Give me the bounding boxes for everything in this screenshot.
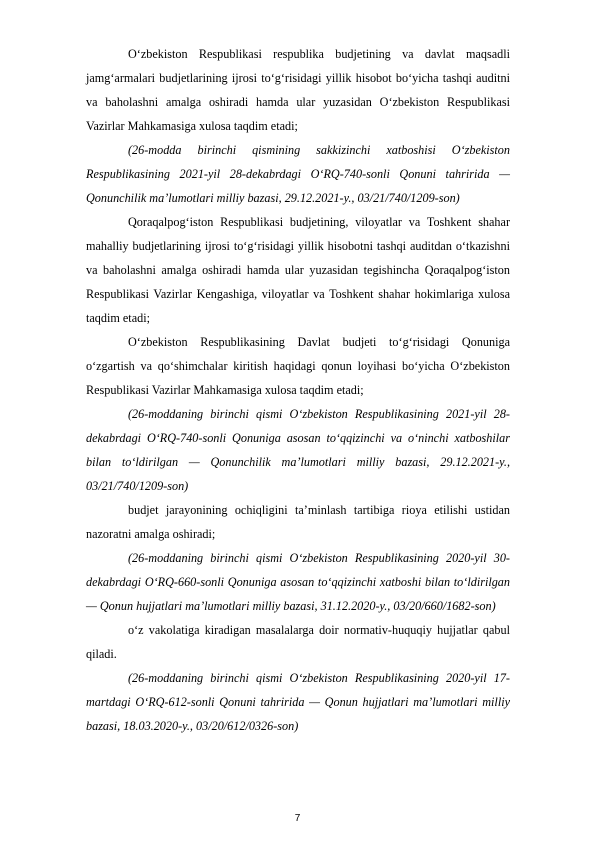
paragraph-normative-acts: o‘z vakolatiga kiradigan masalalarga doir normativ-huquqiy hujjatlar qabul qiladi. <box>86 623 510 661</box>
paragraph-audit-republic-budget: O‘zbekiston Respublikasi respublika budjetining va davlat maqsadli jamg‘armalari budjetlarining ijrosi to‘g‘risidagi yillik hisobot bo‘yicha tashqi auditni va baholashni amalga oshiradi hamda ular yuzasidan O‘zbekiston Respublikasi Vazirlar Mahkamasiga xulosa taqdim etadi; <box>86 47 510 133</box>
paragraph-budget-transparency: budjet jarayonining ochiqligini ta’minlash tartibiga rioya etilishi ustidan nazoratni amalga oshiradi; <box>86 503 510 541</box>
body-text <box>86 42 510 738</box>
amendment-note-ninth-paragraph: (26-moddaning birinchi qismi O‘zbekiston Respublikasining 2020-yil 30-dekabrdagi O‘RQ-660-sonli Qonuniga asosan to‘qqizinchi xatboshi bilan to‘ldirilgan — Qonun hujjatlari ma’lumotlari milliy bazasi, 31.12.2020-y., 03/20/660/1682-son) <box>86 551 510 613</box>
page-number: 7 <box>294 813 301 824</box>
amendment-note-ninth-tenth-paragraphs: (26-moddaning birinchi qismi O‘zbekiston Respublikasining 2021-yil 28-dekabrdagi O‘RQ-740-sonli Qonuniga asosan to‘qqizinchi va o‘ninchi xatboshilar bilan to‘ldirilgan — Qonunchilik ma’lumotlari milliy bazasi, 29.12.2021-y., 03/21/740/1209-son) <box>86 407 510 493</box>
paragraph-budget-law-draft: O‘zbekiston Respublikasining Davlat budjeti to‘g‘risidagi Qonuniga o‘zgartish va qo‘shimchalar kiritish haqidagi qonun loyihasi bo‘yicha O‘zbekiston Respublikasi Vazirlar Mahkamasiga xulosa taqdim etadi; <box>86 335 510 397</box>
amendment-note-first-part: (26-moddaning birinchi qismi O‘zbekiston Respublikasining 2020-yil 17-martdagi O‘RQ-612-sonli Qonuni tahririda — Qonun hujjatlari ma’lumotlari milliy bazasi, 18.03.2020-y., 03/20/612/0326-son) <box>86 671 510 733</box>
amendment-note-eighth-paragraph: (26-modda birinchi qismining sakkizinchi xatboshisi O‘zbekiston Respublikasining 2021-yil 28-dekabrdagi O‘RQ-740-sonli Qonuni tahririda — Qonunchilik ma’lumotlari milliy bazasi, 29.12.2021-y., 03/21/740/1209-son) <box>86 143 510 205</box>
paragraph-audit-local-budgets: Qoraqalpog‘iston Respublikasi budjetining, viloyatlar va Toshkent shahar mahalliy budjetlarining ijrosi to‘g‘risidagi yillik hisobotni tashqi auditdan o‘tkazishni va baholashni amalga oshiradi hamda ular yuzasidan tegishincha Qoraqalpog‘iston Respublikasi Vazirlar Kengashiga, viloyatlar va Toshkent shahar hokimlariga xulosa taqdim etadi; <box>86 215 510 325</box>
